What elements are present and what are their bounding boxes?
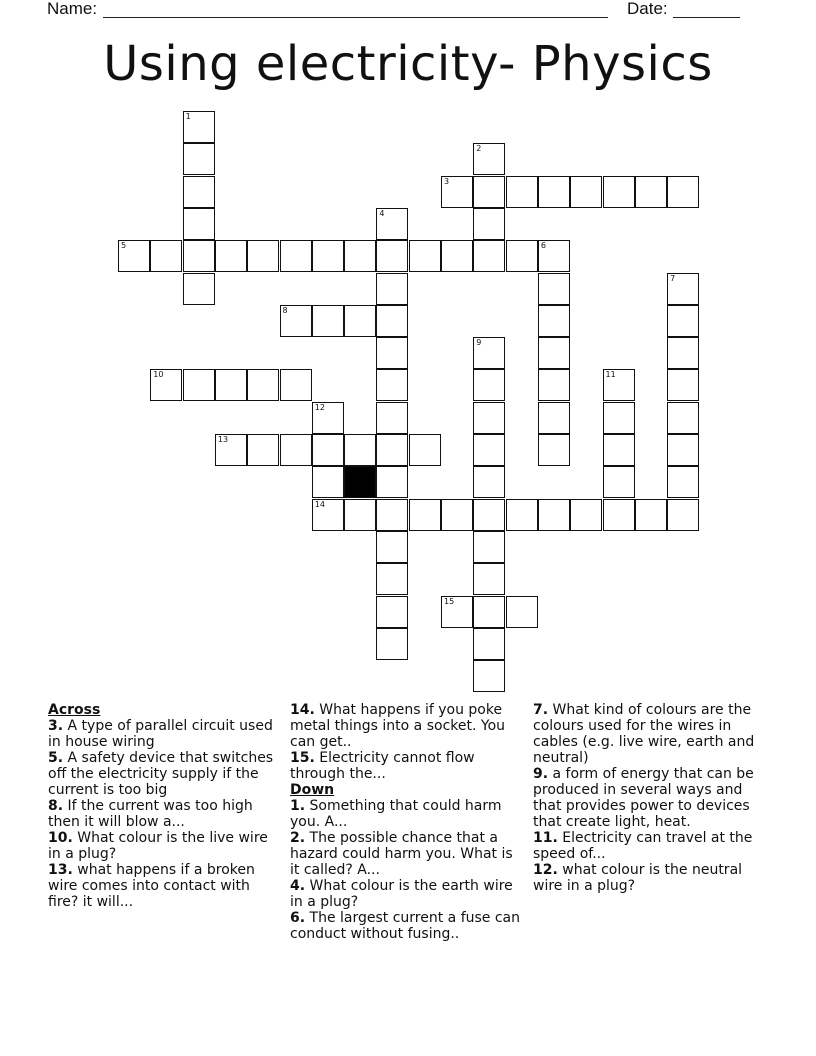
crossword-cell[interactable] (538, 434, 570, 466)
crossword-cell[interactable] (570, 176, 602, 208)
crossword-cell[interactable] (409, 240, 441, 272)
crossword-cell[interactable] (183, 240, 215, 272)
crossword-cell[interactable] (376, 337, 408, 369)
clue-down-7: 7. What kind of colours are the colours used for the wires in cables (e.g. live wire, earth and neutral) (533, 702, 755, 766)
cell-number: 2 (476, 144, 482, 154)
crossword-cell[interactable] (538, 337, 570, 369)
crossword-cell[interactable] (473, 402, 505, 434)
crossword-cell[interactable] (409, 499, 441, 531)
crossword-cell[interactable] (344, 499, 376, 531)
crossword-cell[interactable] (441, 596, 473, 628)
crossword-cell[interactable] (667, 176, 699, 208)
crossword-cell[interactable] (506, 240, 538, 272)
crossword-cell[interactable] (312, 466, 344, 498)
clues-column-3 (533, 702, 773, 894)
name-label: Name: (47, 0, 98, 18)
crossword-cell[interactable] (376, 208, 408, 240)
crossword-cell[interactable] (538, 176, 570, 208)
crossword-cell[interactable] (667, 499, 699, 531)
crossword-cell[interactable] (473, 434, 505, 466)
cell-number: 6 (540, 241, 546, 251)
cell-number: 7 (670, 273, 676, 283)
crossword-cell[interactable] (247, 434, 279, 466)
page-title: Using electricity- Physics (103, 36, 713, 92)
crossword-cell[interactable] (280, 240, 312, 272)
blocked-cell (344, 466, 376, 498)
crossword-cell[interactable] (150, 369, 182, 401)
crossword-cell[interactable] (473, 337, 505, 369)
clues-column-1 (48, 702, 276, 910)
crossword-cell[interactable] (473, 208, 505, 240)
clue-down-4: 4. What colour is the earth wire in a plug? (290, 878, 513, 910)
crossword-cell[interactable] (312, 240, 344, 272)
clue-across-5: 5. A safety device that switches off the electricity supply if the current is too big (48, 750, 274, 798)
crossword-cell[interactable] (344, 240, 376, 272)
crossword-cell[interactable] (376, 402, 408, 434)
crossword-cell[interactable] (473, 240, 505, 272)
clue-down-2: 2. The possible chance that a hazard could harm you. What is it called? A... (290, 830, 513, 878)
crossword-cell[interactable] (473, 369, 505, 401)
clue-across-3: 3. A type of parallel circuit used in house wiring (48, 718, 273, 750)
crossword-cell[interactable] (570, 499, 602, 531)
crossword-cell[interactable] (635, 499, 667, 531)
crossword-cell[interactable] (215, 240, 247, 272)
crossword-cell[interactable] (376, 434, 408, 466)
crossword-cell[interactable] (506, 176, 538, 208)
crossword-cell[interactable] (473, 660, 505, 692)
crossword-cell[interactable] (473, 143, 505, 175)
crossword-cell[interactable] (280, 369, 312, 401)
cell-number: 10 (153, 370, 164, 380)
crossword-cell[interactable] (280, 305, 312, 337)
clue-across-13: 13. what happens if a broken wire comes into contact with fire? it will... (48, 862, 255, 910)
crossword-cell[interactable] (667, 337, 699, 369)
clue-down-12: 12. what colour is the neutral wire in a plug? (533, 862, 743, 894)
crossword-cell[interactable] (667, 466, 699, 498)
crossword-cell[interactable] (247, 369, 279, 401)
crossword-cell[interactable] (215, 434, 247, 466)
crossword-cell[interactable] (376, 563, 408, 595)
crossword-cell[interactable] (409, 434, 441, 466)
crossword-cell[interactable] (538, 369, 570, 401)
crossword-cell[interactable] (473, 596, 505, 628)
cell-number: 4 (379, 208, 385, 218)
crossword-cell[interactable] (667, 402, 699, 434)
crossword-cell[interactable] (538, 273, 570, 305)
crossword-cell[interactable] (603, 434, 635, 466)
crossword-cell[interactable] (183, 369, 215, 401)
clue-down-11: 11. Electricity can travel at the speed of... (533, 830, 753, 862)
crossword-cell[interactable] (441, 499, 473, 531)
crossword-cell[interactable] (376, 531, 408, 563)
crossword-cell[interactable] (473, 563, 505, 595)
cell-number: 15 (444, 596, 455, 606)
crossword-cell[interactable] (183, 208, 215, 240)
down-heading: Down (290, 782, 335, 798)
crossword-cell[interactable] (667, 305, 699, 337)
clue-down-6: 6. The largest current a fuse can conduct without fusing.. (290, 910, 521, 942)
crossword-cell[interactable] (473, 531, 505, 563)
crossword-cell[interactable] (376, 273, 408, 305)
crossword-cell[interactable] (538, 240, 570, 272)
crossword-cell[interactable] (183, 273, 215, 305)
crossword-cell[interactable] (215, 369, 247, 401)
cell-number: 1 (185, 112, 191, 121)
crossword-cell[interactable] (247, 240, 279, 272)
crossword-cell[interactable] (183, 143, 215, 175)
crossword-cell[interactable] (376, 466, 408, 498)
crossword-cell[interactable] (441, 176, 473, 208)
clue-across-8: 8. If the current was too high then it will blow a... (48, 798, 253, 830)
crossword-cell[interactable] (603, 369, 635, 401)
crossword-cell[interactable] (344, 434, 376, 466)
crossword-cell[interactable] (603, 176, 635, 208)
date-label: Date: (627, 0, 668, 18)
crossword-cell[interactable] (280, 434, 312, 466)
crossword-cell[interactable] (183, 176, 215, 208)
crossword-cell[interactable] (538, 402, 570, 434)
crossword-cell[interactable] (635, 176, 667, 208)
crossword-cell[interactable] (667, 369, 699, 401)
crossword-cell[interactable] (344, 305, 376, 337)
crossword-cell[interactable] (473, 499, 505, 531)
cell-number: 5 (121, 241, 127, 251)
across-heading: Across (48, 702, 101, 718)
crossword-cell[interactable] (118, 240, 150, 272)
crossword-cell[interactable] (603, 466, 635, 498)
crossword-cell[interactable] (473, 628, 505, 660)
crossword-cell[interactable] (376, 305, 408, 337)
crossword-cell[interactable] (312, 434, 344, 466)
clue-across-15: 15. Electricity cannot flow through the... (290, 750, 475, 782)
cell-number: 13 (217, 435, 229, 444)
crossword-cell[interactable] (150, 240, 182, 272)
crossword-cell[interactable] (312, 305, 344, 337)
crossword-cell[interactable] (312, 402, 344, 434)
crossword-cell[interactable] (473, 466, 505, 498)
crossword-cell[interactable] (376, 628, 408, 660)
crossword-cell[interactable] (473, 176, 505, 208)
cell-number: 11 (605, 370, 616, 380)
crossword-cell[interactable] (506, 596, 538, 628)
crossword-cell[interactable] (441, 240, 473, 272)
cell-number: 12 (314, 402, 325, 412)
crossword-cell[interactable] (506, 499, 538, 531)
crossword-cell[interactable] (538, 305, 570, 337)
cell-number: 3 (444, 176, 450, 186)
cell-number: 9 (476, 338, 482, 348)
cell-number: 14 (314, 499, 325, 509)
crossword-cell[interactable] (603, 499, 635, 531)
clue-down-9: 9. a form of energy that can be produced in several ways and that provides power to devices that create light, heat. (533, 766, 754, 830)
clue-across-10: 10. What colour is the live wire in a plug? (48, 830, 268, 862)
crossword-cell[interactable] (376, 596, 408, 628)
clues-column-2 (290, 702, 522, 942)
crossword-cell[interactable] (667, 434, 699, 466)
crossword-cell[interactable] (376, 240, 408, 272)
clue-across-14: 14. What happens if you poke metal things into a socket. You can get.. (290, 702, 506, 750)
crossword-cell[interactable] (538, 499, 570, 531)
crossword-cell[interactable] (312, 499, 344, 531)
crossword-cell[interactable] (667, 273, 699, 305)
crossword-cell[interactable] (603, 402, 635, 434)
cell-number: 8 (282, 305, 288, 315)
crossword-cell[interactable] (376, 369, 408, 401)
clue-down-1: 1. Something that could harm you. A... (290, 798, 502, 830)
crossword-cell[interactable] (376, 499, 408, 531)
crossword-cell[interactable] (183, 111, 215, 143)
